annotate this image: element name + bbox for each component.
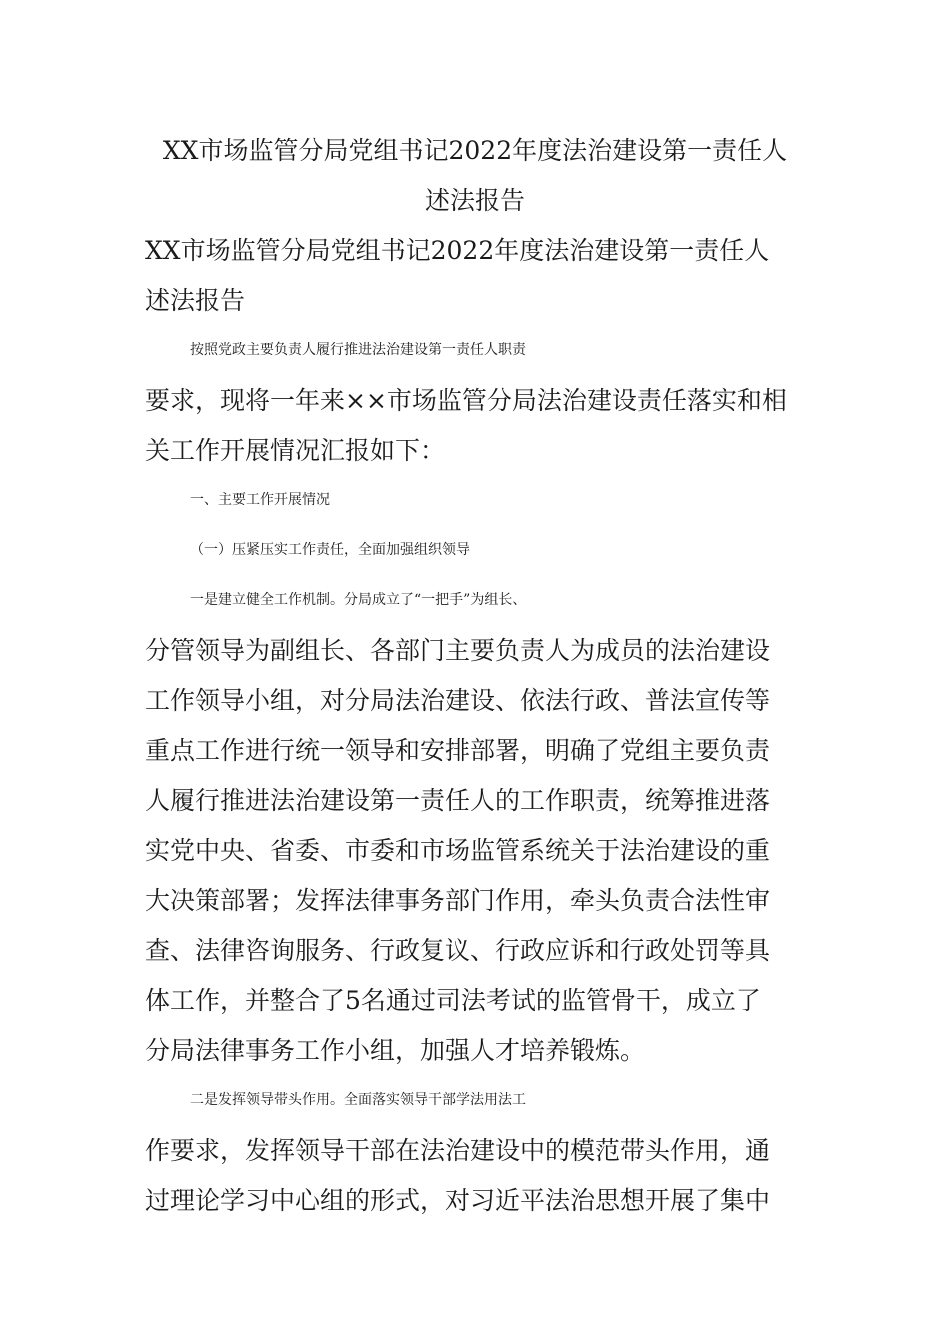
document-title-line-1: XX市场监管分局党组书记2022年度法治建设第一责任人 <box>162 136 788 165</box>
body-line: 关工作开展情况汇报如下： <box>145 436 446 465</box>
body-line: 工作领导小组，对分局法治建设、依法行政、普法宣传等 <box>145 686 771 715</box>
body-line: 实党中央、省委、市委和市场监管系统关于法治建设的重 <box>145 836 771 865</box>
body-line: 要求，现将一年来××市场监管分局法治建设责任落实和相 <box>145 386 787 415</box>
body-line: 按照党政主要负责人履行推进法治建设第一责任人职责 <box>190 342 526 358</box>
body-line: 作要求，发挥领导干部在法治建设中的模范带头作用，通 <box>145 1136 771 1165</box>
body-line: 体工作，并整合了5名通过司法考试的监管骨干，成立了 <box>145 986 761 1015</box>
body-line: XX市场监管分局党组书记2022年度法治建设第一责任人 <box>145 236 770 265</box>
body-line: 一是建立健全工作机制。分局成立了“一把手”为组长、 <box>190 592 527 608</box>
body-line: 分局法律事务工作小组，加强人才培养锻炼。 <box>145 1036 646 1065</box>
body-line: 大决策部署；发挥法律事务部门作用，牵头负责合法性审 <box>145 886 771 915</box>
body-line: 人履行推进法治建设第一责任人的工作职责，统筹推进落 <box>145 786 771 815</box>
subsection-heading: （一）压紧压实工作责任，全面加强组织领导 <box>190 542 470 558</box>
body-line: 重点工作进行统一领导和安排部署，明确了党组主要负责 <box>145 736 771 765</box>
section-heading: 一、主要工作开展情况 <box>190 492 330 508</box>
body-line: 过理论学习中心组的形式，对习近平法治思想开展了集中 <box>145 1186 771 1215</box>
document-title-line-2: 述法报告 <box>424 186 525 215</box>
body-line: 分管领导为副组长、各部门主要负责人为成员的法治建设 <box>145 636 771 665</box>
body-line: 查、法律咨询服务、行政复议、行政应诉和行政处罚等具 <box>145 936 771 965</box>
body-line: 二是发挥领导带头作用。全面落实领导干部学法用法工 <box>190 1092 526 1108</box>
body-line: 述法报告 <box>145 286 246 315</box>
